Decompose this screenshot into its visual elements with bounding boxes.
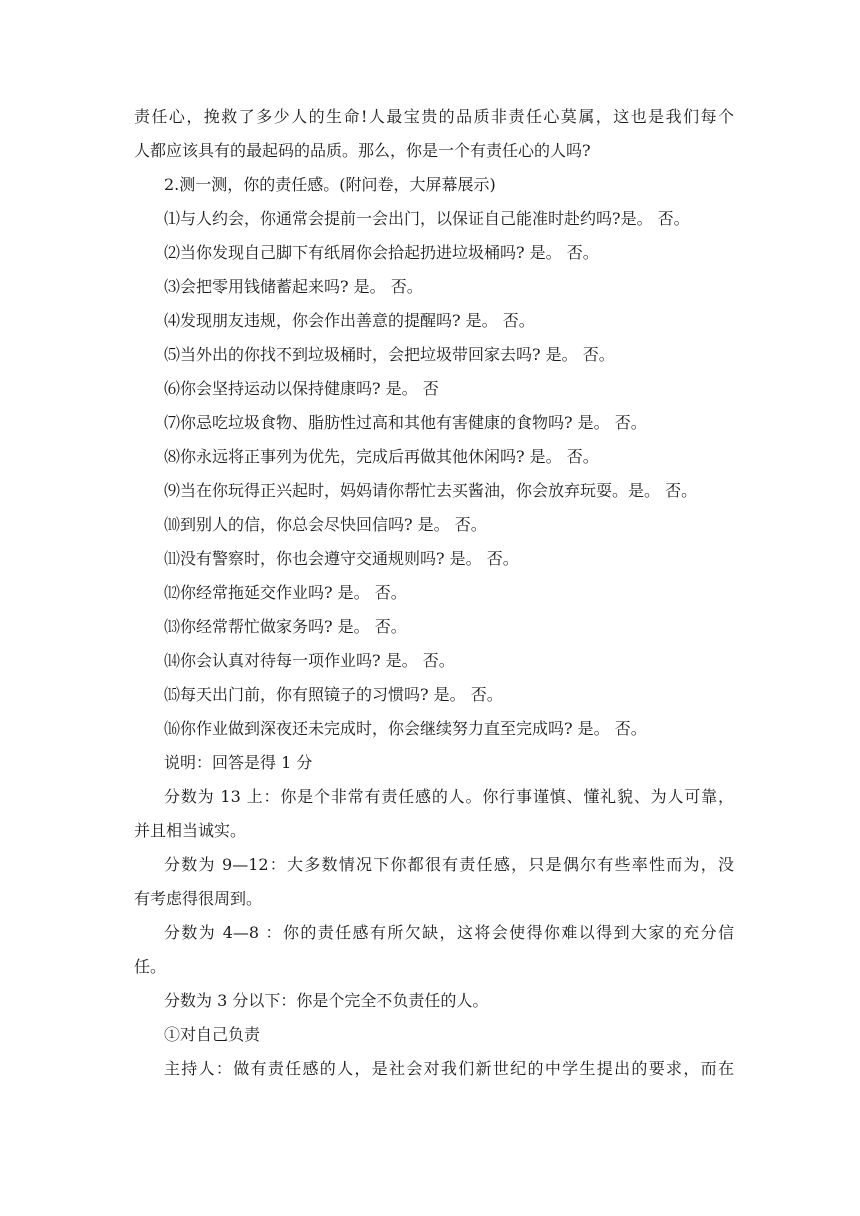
question-item: ⑹你会坚持运动以保持健康吗? 是。 否 [164, 379, 439, 398]
question-item: ⒀你经常帮忙做家务吗? 是。 否。 [164, 617, 407, 636]
question-item: ⑾没有警察时，你也会遵守交通规则吗? 是。 否。 [164, 549, 519, 568]
document-page [134, 100, 734, 1086]
question-item: ⑽到别人的信，你总会尽快回信吗? 是。 否。 [164, 515, 487, 534]
question-item: ⑼当在你玩得正兴起时，妈妈请你帮忙去买酱油，你会放弃玩耍。是。 否。 [164, 481, 698, 500]
question-item: ⑷发现朋友违规，你会作出善意的提醒吗? 是。 否。 [164, 311, 535, 330]
text-line: 人都应该具有的最起码的品质。那么，你是一个有责任心的人吗? [134, 141, 591, 160]
host-speech: 主持人：做有责任感的人，是社会对我们新世纪的中学生提出的要求，而在 [164, 1059, 734, 1078]
question-item: ⒂每天出门前，你有照镜子的习惯吗? 是。 否。 [164, 685, 503, 704]
question-item: ⑴与人约会，你通常会提前一会出门，以保证自己能准时赴约吗?是。 否。 [164, 209, 690, 228]
question-item: ⑵当你发现自己脚下有纸屑你会拾起扔进垃圾桶吗? 是。 否。 [164, 243, 599, 262]
question-item: ⑶会把零用钱储蓄起来吗? 是。 否。 [164, 277, 423, 296]
score-result-continued: 任。 [134, 957, 167, 976]
score-result-continued: 有考虑得很周到。 [134, 889, 263, 908]
question-item: ⒃你作业做到深夜还未完成时，你会继续努力直至完成吗? 是。 否。 [164, 719, 647, 738]
section-heading: 2.测一测，你的责任感。(附问卷，大屏幕展示) [164, 175, 496, 194]
question-item: ⒁你会认真对待每一项作业吗? 是。 否。 [164, 651, 455, 670]
text-line: 责任心，挽救了多少人的生命!人最宝贵的品质非责任心莫属，这也是我们每个 [134, 107, 734, 126]
score-result: 分数为 4—8 ：你的责任感有所欠缺，这将会使得你难以得到大家的充分信 [164, 923, 734, 942]
question-item: ⑿你经常拖延交作业吗? 是。 否。 [164, 583, 407, 602]
question-item: ⑺你忌吃垃圾食物、脂肪性过高和其他有害健康的食物吗? 是。 否。 [164, 413, 647, 432]
question-item: ⑸当外出的你找不到垃圾桶时，会把垃圾带回家去吗? 是。 否。 [164, 345, 615, 364]
subsection-heading: ①对自己负责 [164, 1025, 261, 1044]
score-result-continued: 并且相当诚实。 [134, 821, 247, 840]
question-item: ⑻你永远将正事列为优先，完成后再做其他休闲吗? 是。 否。 [164, 447, 599, 466]
score-result: 分数为 3 分以下：你是个完全不负责任的人。 [164, 991, 489, 1010]
score-result: 分数为 13 上：你是个非常有责任感的人。你行事谨慎、懂礼貌、为人可靠， [164, 787, 734, 806]
score-result: 分数为 9—12：大多数情况下你都很有责任感，只是偶尔有些率性而为，没 [164, 855, 734, 874]
scoring-note: 说明：回答是得 1 分 [164, 753, 313, 772]
